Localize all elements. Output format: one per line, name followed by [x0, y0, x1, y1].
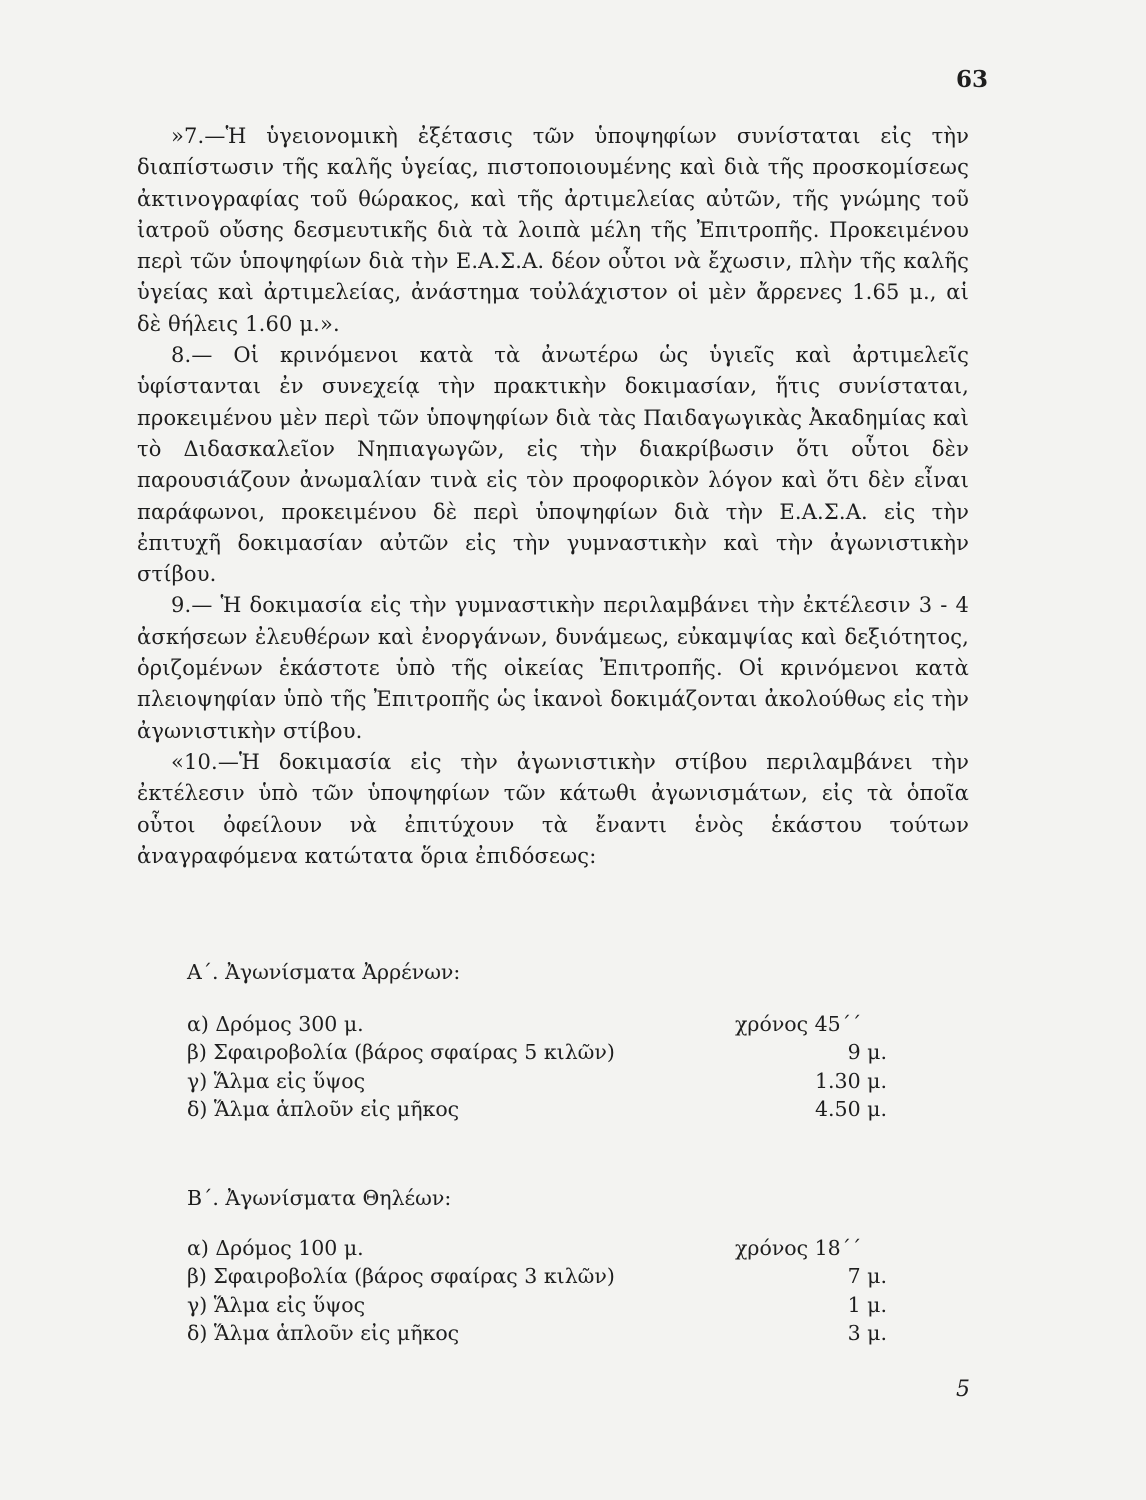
male-events-section	[187, 954, 887, 1123]
body-text	[137, 121, 969, 872]
event-label: γ) Ἅλμα εἰς ὕψος	[187, 1068, 366, 1093]
event-row	[187, 1291, 887, 1319]
paragraph-8: 8.— Οἱ κρινόμενοι κατὰ τὰ ἀνωτέρω ὡς ὑγιεῖς καὶ ἀρτιμελεῖς ὑφίστανται ἐν συνεχείᾳ τὴν πρακτικὴν δοκιμασίαν, ἥτις συνίσταται, προκειμένου μὲν περὶ τῶν ὑποψηφίων διὰ τὰς Παιδαγωγικὰς Ἀκαδημίας καὶ τὸ Διδασκαλεῖον Νηπιαγωγῶν, εἰς τὴν διακρίβωσιν ὅτι οὗτοι δὲν παρουσιάζουν ἀνωμαλίαν τινὰ εἰς τὸν προφορικὸν λόγον καὶ ὅτι δὲν εἶναι παράφωνοι, προκειμένου δὲ περὶ ὑποψηφίων διὰ τὴν Ε.Α.Σ.Α. εἰς τὴν ἐπιτυχῆ δοκιμασίαν αὐτῶν εἰς τὴν γυμναστικὴν καὶ τὴν ἀγωνιστικὴν στίβου.	[137, 343, 969, 587]
event-value: 3 μ.	[847, 1320, 887, 1345]
paragraph-9: 9.— Ἡ δοκιμασία εἰς τὴν γυμναστικὴν περιλαμβάνει τὴν ἐκτέλεσιν 3 - 4 ἀσκήσεων ἐλευθέρων καὶ ἐνοργάνων, δυνάμεως, εὐκαμψίας καὶ δεξιότητος, ὁριζομένων ἑκάστοτε ὑπὸ τῆς οἰκείας Ἐπιτροπῆς. Οἱ κρινόμενοι κατὰ πλειοψηφίαν ὑπὸ τῆς Ἐπιτροπῆς ὡς ἱκανοὶ δοκιμάζονται ἀκολούθως εἰς τὴν ἀγωνιστικὴν στίβου.	[137, 593, 969, 743]
event-label: δ) Ἅλμα ἁπλοῦν εἰς μῆκος	[187, 1320, 460, 1345]
paragraph-7: »7.—Ἡ ὑγειονομικὴ ἐξέτασις τῶν ὑποψηφίων συνίσταται εἰς τὴν διαπίστωσιν τῆς καλῆς ὑγείας, πιστοποιουμένης καὶ διὰ τῆς προσκομίσεως ἀκτινογραφίας τοῦ θώρακος, καὶ τῆς ἀρτιμελείας αὐτῶν, τῆς γνώμης τοῦ ἰατροῦ οὔσης δεσμευτικῆς διὰ τὰ λοιπὰ μέλη τῆς Ἐπιτροπῆς. Προκειμένου περὶ τῶν ὑποψηφίων διὰ τὴν Ε.Α.Σ.Α. δέον οὗτοι νὰ ἔχωσιν, πλὴν τῆς καλῆς ὑγείας καὶ ἀρτιμελείας, ἀνάστημα τοὐλάχιστον οἱ μὲν ἄρρενες 1.65 μ., αἱ δὲ θήλεις 1.60 μ.».	[137, 124, 969, 336]
female-events-section	[187, 1180, 887, 1347]
male-events-heading: Α΄. Ἀγωνίσματα Ἀρρένων:	[187, 960, 461, 984]
event-label: α) Δρόμος 100 μ.	[187, 1236, 364, 1260]
female-events-heading: Β΄. Ἀγωνίσματα Θηλέων:	[187, 1186, 452, 1210]
event-row	[187, 1067, 887, 1095]
event-value: χρόνος 45΄΄	[735, 1012, 862, 1036]
event-label: β) Σφαιροβολία (βάρος σφαίρας 3 κιλῶν)	[187, 1264, 615, 1289]
event-row	[187, 1038, 887, 1066]
paragraph-10: «10.—Ἡ δοκιμασία εἰς τὴν ἀγωνιστικὴν στίβου περιλαμβάνει τὴν ἐκτέλεσιν ὑπὸ τῶν ὑποψηφίων τῶν κάτωθι ἀγωνισμάτων, εἰς τὰ ὁποῖα οὗτοι ὀφείλουν νὰ ἐπιτύχουν τὰ ἔναντι ἑνὸς ἑκάστου τούτων ἀναγραφόμενα κατώτατα ὅρια ἐπιδόσεως:	[137, 749, 969, 868]
event-label: β) Σφαιροβολία (βάρος σφαίρας 5 κιλῶν)	[187, 1040, 615, 1065]
event-row	[187, 1262, 887, 1290]
event-label: δ) Ἅλμα ἁπλοῦν εἰς μῆκος	[187, 1096, 460, 1121]
event-value: 1 μ.	[847, 1292, 887, 1317]
event-value: 1.30 μ.	[814, 1068, 887, 1093]
event-row	[187, 1010, 887, 1038]
sheet-signature-mark: 5	[956, 1377, 970, 1402]
event-label: α) Δρόμος 300 μ.	[187, 1012, 364, 1036]
event-label: γ) Ἅλμα εἰς ὕψος	[187, 1292, 366, 1317]
event-row	[187, 1095, 887, 1123]
event-value: 9 μ.	[847, 1040, 887, 1065]
event-value: χρόνος 18΄΄	[735, 1236, 862, 1260]
page-number: 63	[955, 66, 988, 93]
event-value: 7 μ.	[847, 1264, 887, 1289]
event-row	[187, 1319, 887, 1347]
event-row	[187, 1234, 887, 1262]
event-value: 4.50 μ.	[814, 1096, 887, 1121]
